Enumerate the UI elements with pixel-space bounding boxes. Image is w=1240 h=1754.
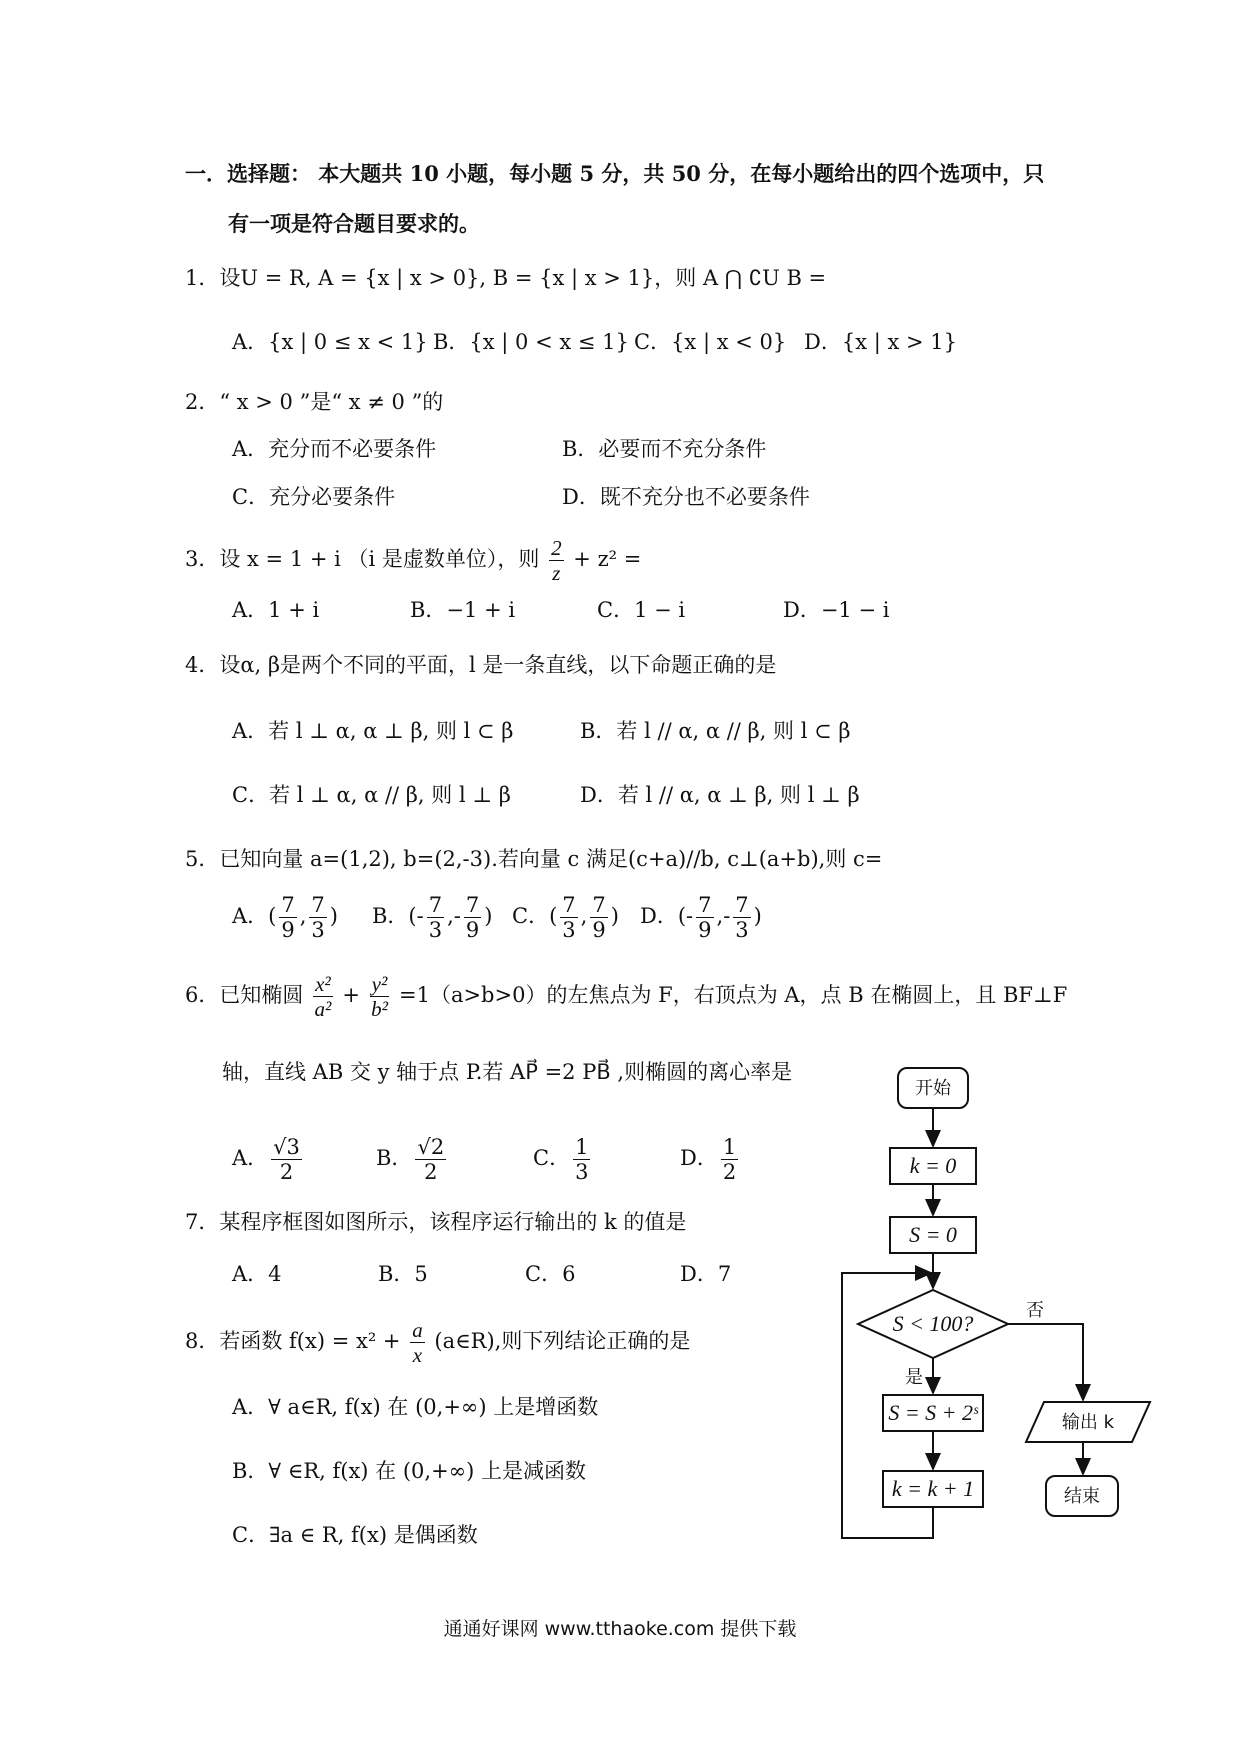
option-label: D．(- [640,904,694,928]
option-label: A． [232,1146,269,1170]
separator: ,- [447,904,461,928]
question-3-option-a: A．1 + i [232,598,320,622]
flowchart-init-k-label: k = 0 [909,1153,957,1178]
flowchart-no-label: 否 [1026,1300,1044,1321]
question-4-option-b: B．若 l // α, α // β, 则 l ⊂ β [580,719,851,743]
question-3-option-b: B．−1 + i [410,598,516,622]
denominator: 9 [281,918,295,942]
closing-paren: ) [610,904,619,928]
fraction [415,1135,446,1184]
numerator: 7 [592,893,606,917]
numerator: a [412,1318,423,1342]
denominator: x [412,1343,423,1367]
denominator: 3 [311,918,325,942]
question-3-option-c: C．1 − i [597,598,686,622]
question-5-option-c [512,893,619,942]
question-7-option-c: C．6 [525,1262,576,1286]
question-1-option-c: C．{x | x < 0} [634,330,787,354]
numerator: 7 [311,893,325,917]
question-8-fraction [410,1318,425,1367]
closing-paren: ) [753,904,762,928]
section-heading-line1: 一．选择题： 本大题共 10 小题，每小题 5 分，共 50 分，在每小题给出的四个选项中，只 [185,161,1045,186]
denominator: 9 [698,918,712,942]
option-label: C． [533,1146,571,1170]
flowchart-start-label: 开始 [915,1078,951,1099]
question-8-stem [185,1318,690,1367]
question-4-option-c: C．若 l ⊥ α, α // β, 则 l ⊥ β [232,783,511,807]
denominator: 3 [428,918,443,942]
question-8-option-b: B．∀ ∈R, f(x) 在 (0,+∞) 上是减函数 [232,1459,587,1483]
fraction [279,893,296,942]
question-6-stem-after: =1（a>b>0）的左焦点为 F，右顶点为 A，点 B 在椭圆上，且 BF⊥F [398,983,1068,1007]
question-8-stem-before: 8．若函数 f(x) = x² + [185,1329,401,1353]
question-1-option-b: B．{x | 0 < x ≤ 1} [433,330,629,354]
question-2-option-d: D．既不充分也不必要条件 [562,485,810,509]
numerator: √3 [273,1135,300,1159]
fraction [696,893,713,942]
closing-paren: ) [484,904,493,928]
question-6-option-d [680,1135,741,1184]
question-1-stem: 1．设U = R, A = {x | x > 0}, B = {x | x > 1}，则 A ⋂ ∁U B = [185,266,827,290]
fraction [573,1135,590,1184]
question-3-stem [185,536,641,585]
question-4-option-a: A．若 l ⊥ α, α ⊥ β, 则 l ⊂ β [232,719,514,743]
flowchart-end-label: 结束 [1064,1486,1100,1507]
denominator: 2 [722,1160,737,1184]
page-footer: 通通好课网 www.tthaoke.com 提供下载 [443,1618,797,1640]
flowchart-yes-label: 是 [905,1367,923,1388]
plus-sign: + [342,983,360,1007]
question-1-option-a: A．{x | 0 ≤ x < 1} [232,330,428,354]
question-3-fraction [549,536,564,585]
numerator: 7 [281,893,295,917]
numerator: 7 [698,893,712,917]
fraction [464,893,481,942]
denominator: 9 [592,918,606,942]
fraction [721,1135,738,1184]
question-6-stem-before: 6．已知椭圆 [185,983,304,1007]
numerator: 1 [722,1135,737,1159]
question-7-option-d: D．7 [680,1262,732,1286]
question-7-option-b: B．5 [378,1262,428,1286]
question-8-option-c: C．∃a ∈ R, f(x) 是偶函数 [232,1523,478,1547]
question-6-stem [185,972,1067,1021]
closing-paren: ) [329,904,338,928]
question-2-option-c: C．充分必要条件 [232,485,396,509]
fraction [560,893,577,942]
option-label: A．( [232,904,277,928]
fraction [733,893,750,942]
flowchart-condition-label: S < 100? [892,1311,974,1336]
option-label: B．(- [372,904,424,928]
question-2-option-b: B．必要而不充分条件 [562,437,767,461]
flowchart-init-s-label: S = 0 [909,1222,957,1247]
question-1-option-d: D．{x | x > 1} [804,330,957,354]
question-3-fraction-numerator: 2 [551,536,562,560]
question-4-option-d: D．若 l // α, α ⊥ β, 则 l ⊥ β [580,783,860,807]
denominator: 2 [279,1160,294,1184]
question-8-stem-after: (a∈R),则下列结论正确的是 [434,1329,691,1353]
flowchart-output-label: 输出 k [1061,1412,1115,1433]
ellipse-x-fraction [313,972,333,1021]
option-label: B． [376,1146,413,1170]
option-label: C．( [512,904,558,928]
fraction [427,893,444,942]
option-label: D． [680,1146,718,1170]
question-5-stem: 5．已知向量 a=(1,2), b=(2,-3).若向量 c 满足(c+a)//b, c⊥(a+b),则 c= [185,847,883,871]
question-3-stem-before: 3．设 x = 1 + i （i 是虚数单位），则 [185,547,540,571]
numerator: y² [371,972,388,996]
ellipse-y-fraction [370,972,390,1021]
question-5-option-d [640,893,762,942]
section-heading-line2: 有一项是符合题目要求的。 [228,211,480,236]
flowchart-no-branch-line [1008,1324,1083,1400]
question-2-stem: 2．“ x > 0 ”是“ x ≠ 0 ”的 [185,390,444,414]
numerator: 7 [428,893,443,917]
program-flowchart [830,1060,1160,1560]
question-4-stem: 4．设α, β是两个不同的平面，l 是一条直线，以下命题正确的是 [185,653,777,677]
question-5-option-a [232,893,338,942]
question-7-option-a: A．4 [232,1262,282,1286]
fraction [590,893,607,942]
question-3-option-d: D．−1 − i [783,598,890,622]
flowchart-update-s-label: S = S + 2ˢ [888,1400,978,1425]
numerator: 7 [562,893,576,917]
question-3-stem-after: + z² = [573,547,642,571]
denominator: 3 [575,1160,589,1184]
denominator: 2 [424,1160,438,1184]
numerator: 7 [735,893,749,917]
separator: , [299,904,307,928]
denominator: a² [314,997,332,1021]
numerator: 7 [465,893,480,917]
question-7-stem: 7．某程序框图如图所示，该程序运行输出的 k 的值是 [185,1210,687,1234]
fraction [309,893,326,942]
question-8-option-a: A．∀ a∈R, f(x) 在 (0,+∞) 上是增函数 [232,1395,599,1419]
numerator: √2 [417,1135,445,1159]
separator: , [580,904,588,928]
question-2-option-a: A．充分而不必要条件 [232,437,437,461]
question-6-stem-line2: 轴，直线 AB 交 y 轴于点 P.若 AP⃗ =2 PB⃗ ,则椭圆的离心率是 [222,1060,793,1084]
denominator: b² [371,997,388,1021]
fraction [271,1135,302,1184]
denominator: 3 [735,918,749,942]
question-6-option-c [533,1135,593,1184]
denominator: 3 [562,918,576,942]
question-6-option-a [232,1135,305,1184]
numerator: 1 [575,1135,589,1159]
separator: ,- [716,904,731,928]
flowchart-update-k-label: k = k + 1 [891,1476,975,1501]
question-5-option-b [372,893,492,942]
question-6-option-b [376,1135,449,1184]
numerator: x² [315,972,331,996]
question-3-fraction-denominator: z [552,561,561,585]
denominator: 9 [465,918,480,942]
